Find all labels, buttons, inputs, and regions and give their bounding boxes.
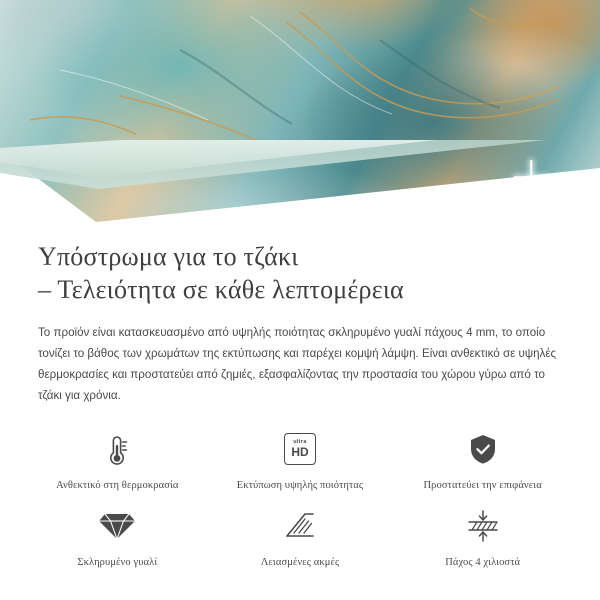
feature-label: Ανθεκτικό στη θερμοκρασία bbox=[56, 480, 179, 491]
feature-label: Προστατεύει την επιφάνεια bbox=[423, 480, 542, 491]
feature-item-print-quality bbox=[209, 426, 392, 491]
thermometer-icon bbox=[100, 426, 134, 472]
feature-label: Σκληρυμένο γυαλί bbox=[77, 557, 158, 568]
page-title bbox=[38, 240, 562, 306]
hero-image bbox=[0, 0, 600, 222]
ultra-hd-icon bbox=[284, 426, 316, 472]
smooth-edges-icon bbox=[283, 503, 317, 549]
feature-item-tempered-glass bbox=[26, 503, 209, 568]
diamond-icon bbox=[98, 503, 136, 549]
feature-label: Πάχος 4 χιλιοστά bbox=[445, 557, 521, 568]
page-title-line-2: – Τελειότητα σε κάθε λεπτομέρεια bbox=[38, 275, 404, 304]
sparkle-icon bbox=[534, 188, 548, 202]
text-content bbox=[0, 222, 600, 406]
sparkle-icon bbox=[548, 176, 568, 196]
feature-item-thickness bbox=[391, 503, 574, 568]
ultra-hd-badge-bottom: HD bbox=[291, 445, 309, 460]
shield-check-icon bbox=[466, 426, 500, 472]
marble-artwork-background bbox=[0, 0, 600, 222]
feature-grid bbox=[0, 426, 600, 568]
feature-item-smooth-edges bbox=[209, 503, 392, 568]
feature-item-temperature-resistant bbox=[26, 426, 209, 491]
feature-label: Λειασμένες ακμές bbox=[260, 557, 340, 568]
feature-item-surface-protection bbox=[391, 426, 574, 491]
feature-label: Εκτύπωση υψηλής ποιότητας bbox=[236, 480, 364, 491]
thickness-arrows-icon bbox=[464, 503, 502, 549]
ultra-hd-badge-top: ultra bbox=[293, 438, 307, 445]
page-title-line-1: Υπόστρωμα για το τζάκι bbox=[38, 242, 299, 271]
description-paragraph: Το προϊόν είναι κατασκευασμένο από υψηλής ποιότητας σκληρυμένο γυαλί πάχους 4 mm, το οποίο τονίζει το βάθος των χρωμάτων της εκτύπωσης και παρέχει κομψή λάμψη. Είναι ανθεκτικό σε υψηλές θερμοκρασίες και προστατεύει από ζημιές, εξασφαλίζοντας την προστασία του χώρου γύρω από το τζάκι για χρόνια. bbox=[38, 326, 557, 402]
